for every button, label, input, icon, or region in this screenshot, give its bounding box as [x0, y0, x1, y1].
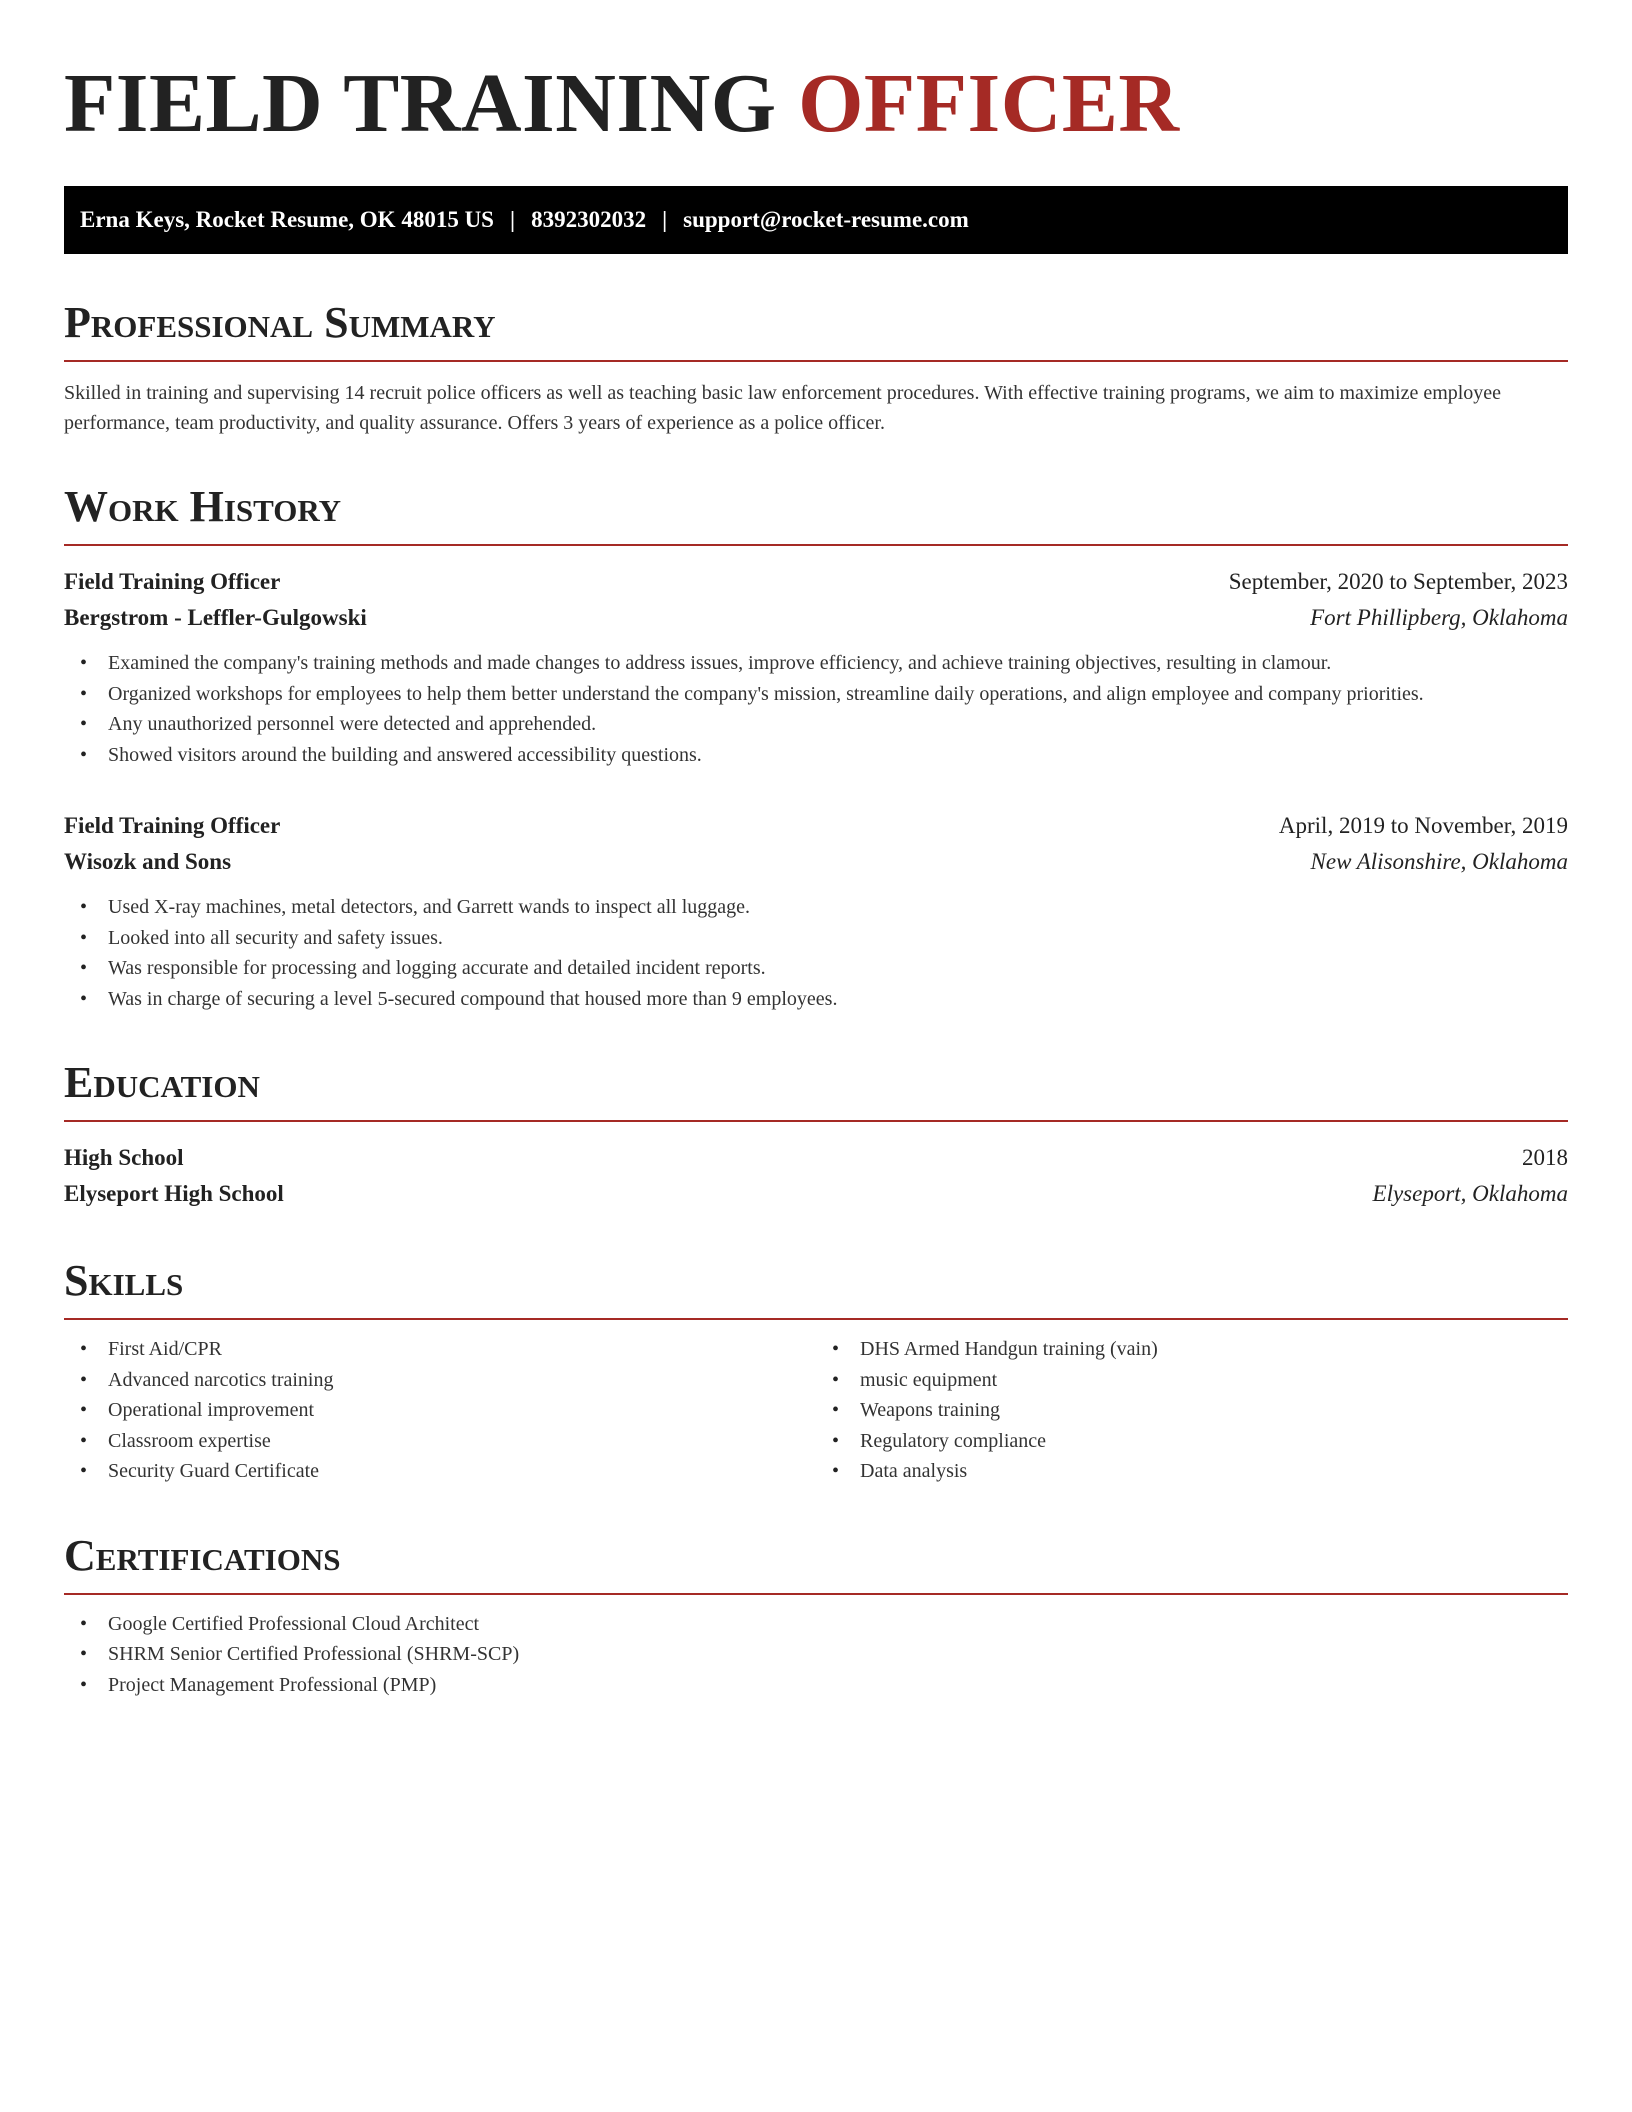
- education-year: 2018: [1522, 1145, 1568, 1170]
- list-item: • Any unauthorized personnel were detected and apprehended.: [80, 709, 1568, 740]
- list-item: • Security Guard Certificate: [80, 1456, 816, 1487]
- education-school-row: [64, 1176, 1568, 1212]
- resume-title: [64, 56, 1568, 152]
- list-item: • Weapons training: [832, 1395, 1568, 1426]
- job-title: Field Training Officer: [64, 813, 281, 838]
- list-item: • Data analysis: [832, 1456, 1568, 1487]
- job-company-row: [64, 844, 1568, 880]
- summary-section: [64, 298, 1568, 438]
- list-item: • Organized workshops for employees to help them better understand the company's mission, streamline daily operations, and align employee and company priorities.: [80, 679, 1568, 710]
- list-item: • Google Certified Professional Cloud Architect: [80, 1609, 1568, 1640]
- job-location: New Alisonshire, Oklahoma: [1310, 849, 1568, 874]
- job-entry: [64, 808, 1568, 1014]
- list-item: • Was in charge of securing a level 5-secured compound that housed more than 9 employees.: [80, 984, 1568, 1015]
- job-bullets: [64, 648, 1568, 770]
- job-title: Field Training Officer: [64, 569, 281, 594]
- list-item: • First Aid/CPR: [80, 1334, 816, 1365]
- work-history-heading: Work History: [64, 482, 1568, 546]
- list-item: • Project Management Professional (PMP): [80, 1670, 1568, 1701]
- skills-right-column: [816, 1334, 1568, 1487]
- list-item: • SHRM Senior Certified Professional (SHRM-SCP): [80, 1639, 1568, 1670]
- list-item: • Classroom expertise: [80, 1426, 816, 1457]
- skills-section: [64, 1256, 1568, 1487]
- education-school: Elyseport High School: [64, 1181, 284, 1206]
- job-entry: [64, 564, 1568, 770]
- education-section: [64, 1058, 1568, 1212]
- job-location: Fort Phillipberg, Oklahoma: [1310, 605, 1568, 630]
- job-title-row: [64, 808, 1568, 844]
- summary-text: Skilled in training and supervising 14 recruit police officers as well as teaching basic law enforcement procedures. With effective training programs, we aim to maximize employee performance, team productivity, and quality assurance. Offers 3 years of experience as a police officer.: [64, 382, 1502, 434]
- list-item: • Operational improvement: [80, 1395, 816, 1426]
- certifications-section: [64, 1531, 1568, 1701]
- contact-address: Erna Keys, Rocket Resume, OK 48015 US: [80, 207, 494, 232]
- contact-bar: [64, 186, 1568, 254]
- certifications-heading: Certifications: [64, 1531, 1568, 1595]
- list-item: • Regulatory compliance: [832, 1426, 1568, 1457]
- job-bullets: [64, 892, 1568, 1014]
- title-accent: OFFICER: [798, 57, 1180, 150]
- education-location: Elyseport, Oklahoma: [1372, 1181, 1568, 1206]
- skills-left-column: [64, 1334, 816, 1487]
- education-degree: High School: [64, 1145, 184, 1170]
- list-item: • Was responsible for processing and logging accurate and detailed incident reports.: [80, 953, 1568, 984]
- job-company: Wisozk and Sons: [64, 849, 232, 874]
- work-history-section: [64, 482, 1568, 1014]
- contact-email: support@rocket-resume.com: [683, 207, 969, 232]
- list-item: • Examined the company's training methods and made changes to address issues, improve efficiency, and achieve training objectives, resulting in clamour.: [80, 648, 1568, 679]
- list-item: • Showed visitors around the building and answered accessibility questions.: [80, 740, 1568, 771]
- job-dates: April, 2019 to November, 2019: [1278, 813, 1568, 838]
- list-item: • music equipment: [832, 1365, 1568, 1396]
- job-company-row: [64, 600, 1568, 636]
- skills-heading: Skills: [64, 1256, 1568, 1320]
- contact-separator: |: [662, 207, 668, 232]
- list-item: • Advanced narcotics training: [80, 1365, 816, 1396]
- job-title-row: [64, 564, 1568, 600]
- list-item: • DHS Armed Handgun training (vain): [832, 1334, 1568, 1365]
- education-heading: Education: [64, 1058, 1568, 1122]
- skills-grid: [64, 1334, 1568, 1487]
- contact-separator: |: [509, 207, 516, 232]
- title-main: FIELD TRAINING: [64, 57, 777, 150]
- job-company: Bergstrom - Leffler-Gulgowski: [64, 605, 367, 630]
- education-entry: [64, 1140, 1568, 1212]
- certifications-list: [64, 1609, 1568, 1701]
- education-degree-row: [64, 1140, 1568, 1176]
- job-dates: September, 2020 to September, 2023: [1228, 569, 1568, 594]
- list-item: • Used X-ray machines, metal detectors, and Garrett wands to inspect all luggage.: [80, 892, 1568, 923]
- contact-phone: 8392302032: [531, 207, 647, 232]
- list-item: • Looked into all security and safety issues.: [80, 923, 1568, 954]
- summary-heading: Professional Summary: [64, 298, 1568, 362]
